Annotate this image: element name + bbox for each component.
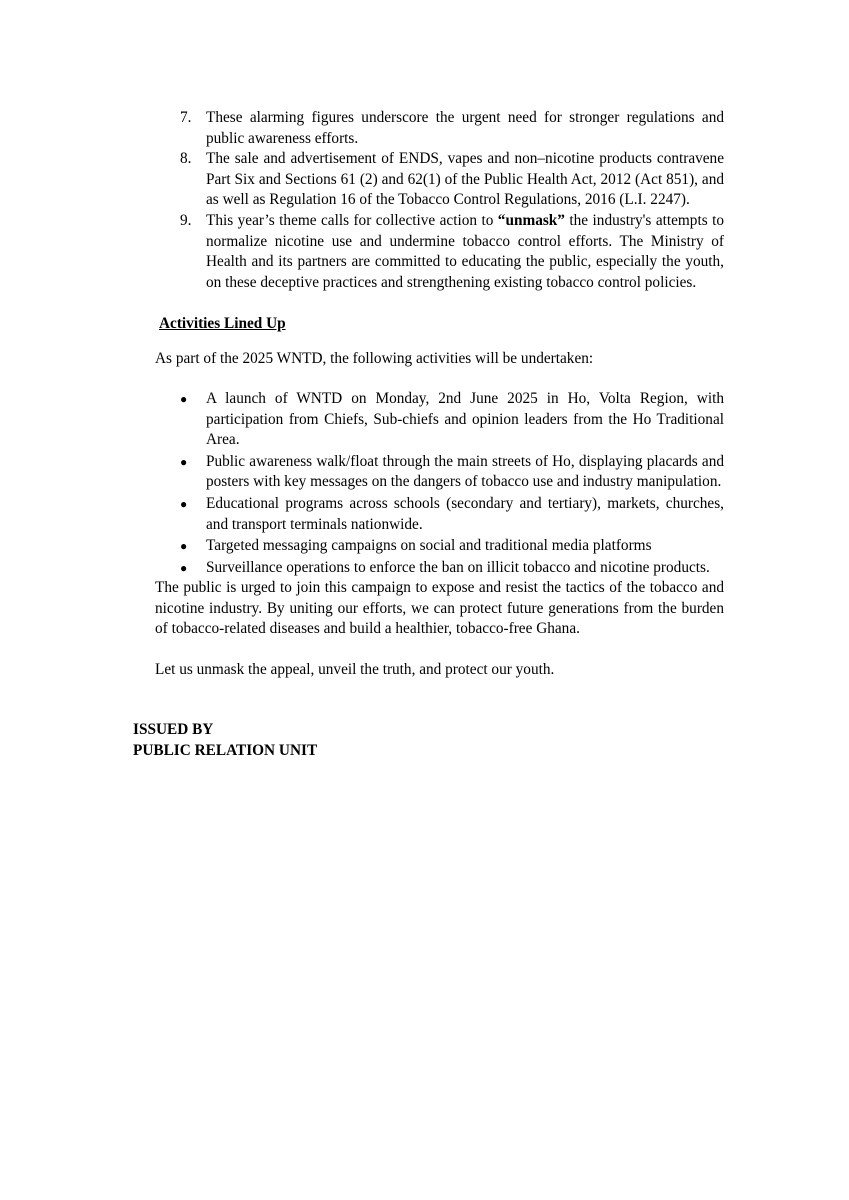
list-item bbox=[180, 211, 724, 293]
bullet-icon: ● bbox=[180, 392, 188, 406]
list-item bbox=[180, 149, 724, 211]
activity-text: Surveillance operations to enforce the ban on illicit tobacco and nicotine products. bbox=[206, 558, 710, 576]
item-number: 9. bbox=[180, 211, 192, 229]
closing-paragraph: The public is urged to join this campaign to expose and resist the tactics of the tobacco and nicotine industry. By uniting our efforts, we can protect future generations from the burden of tobacco-related diseases and build a healthier, tobacco-free Ghana. bbox=[155, 579, 724, 638]
activity-text: Educational programs across schools (secondary and tertiary), markets, churches, and transport terminals nationwide. bbox=[206, 494, 724, 533]
final-line: Let us unmask the appeal, unveil the truth, and protect our youth. bbox=[155, 661, 555, 678]
numbered-list bbox=[180, 108, 724, 293]
activity-text: A launch of WNTD on Monday, 2nd June 2025 in Ho, Volta Region, with participation from Chiefs, Sub-chiefs and opinion leaders from the Ho Traditional Area. bbox=[206, 390, 724, 449]
bullet-icon: ● bbox=[180, 496, 188, 511]
list-item bbox=[180, 536, 724, 557]
item-text: These alarming figures underscore the urgent need for stronger regulations and public awareness efforts. bbox=[206, 109, 724, 147]
item-number: 7. bbox=[180, 109, 192, 126]
issued-by-block bbox=[133, 720, 317, 761]
activities-intro: As part of the 2025 WNTD, the following activities will be undertaken: bbox=[155, 350, 594, 367]
bullet-icon: ● bbox=[180, 539, 188, 554]
activities-list bbox=[180, 389, 724, 579]
activity-text: Public awareness walk/float through the main streets of Ho, displaying placards and posters with key messages on the dangers of tobacco use and industry manipulation. bbox=[206, 452, 724, 491]
list-item bbox=[180, 494, 724, 535]
list-item bbox=[180, 389, 724, 451]
bold-unmask: “unmask” bbox=[497, 211, 565, 229]
list-item bbox=[180, 558, 724, 579]
bullet-icon: ● bbox=[180, 454, 188, 469]
activities-heading: Activities Lined Up bbox=[159, 315, 286, 332]
issued-by-label: ISSUED BY bbox=[133, 721, 214, 738]
activity-text: Targeted messaging campaigns on social and traditional media platforms bbox=[206, 537, 652, 555]
item-text: The sale and advertisement of ENDS, vapes and non–nicotine products contravene Part Six and Sections 61 (2) and 62(1) of the Public Health Act, 2012 (Act 851), and as well as Regulation 16 of the Tobacco Control Regulations, 2016 (L.I. 2247). bbox=[206, 150, 724, 209]
issuing-unit: PUBLIC RELATION UNIT bbox=[133, 741, 318, 759]
bullet-icon: ● bbox=[180, 560, 188, 575]
list-item bbox=[180, 108, 724, 149]
item-text: This year’s theme calls for collective action to “unmask” the industry's attempts to normalize nicotine use and undermine tobacco control efforts. The Ministry of Health and its partners are committed to educating the public, especially the youth, on these deceptive practices and strengthening existing tobacco control policies. bbox=[206, 211, 724, 291]
list-item bbox=[180, 452, 724, 493]
item-number: 8. bbox=[180, 150, 192, 168]
